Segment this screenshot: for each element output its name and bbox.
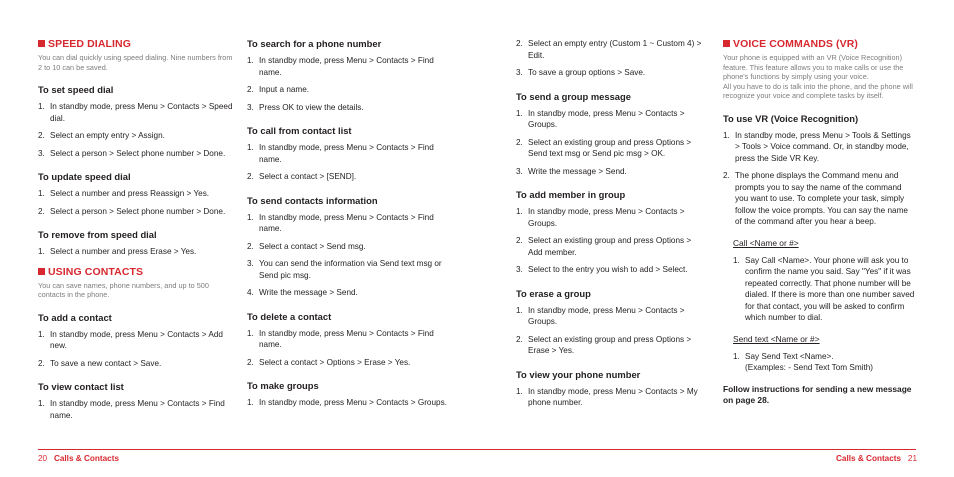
steps-call-from-list [247,142,447,183]
step: 2. The phone displays the Command menu and prompts you to say the name of the command you want to use. To complete your task, simply follow the voice prompts. You can say the name of the command after you hear a beep. [723,171,908,227]
sub-step: 1. Say Call <Name>. Your phone will ask you to confirm the name you said. Say "Yes" if it was repeated correctly. That phone number will be dialed. If there is more than one number saved for that contact, you will be asked to confirm which number to dial. [733,255,915,323]
heading-remove-speed-dial: To remove from speed dial [38,229,157,241]
steps-add-member [516,206,704,276]
section-title-speed-dialing: SPEED DIALING [38,38,234,51]
step: 1. In standby mode, press Menu > Contacts > Groups. [516,305,685,326]
step: 2. Select a person > Select phone number > Done. [38,206,226,216]
heading-set-speed-dial: To set speed dial [38,84,114,96]
steps-search-number [247,55,447,113]
heading-erase-group: To erase a group [516,287,591,299]
heading-make-groups: To make groups [247,380,319,391]
voice-commands-intro-2: All you have to do is talk into the phone, and the phone will recognize your voice and complete tasks by itself. [723,81,913,101]
step: 2. Select a contact > [SEND]. [247,172,357,181]
page-number-left: 20 [38,454,48,463]
footer-right [836,454,917,463]
step: 1. In standby mode, press Menu > Tools & Settings > Tools > Voice command. Or, in standby mode, press the Side VR Key. [723,130,911,163]
follow-instructions-note: Follow instructions for sending a new message on page 28. [723,383,912,405]
step: 1. Select a number and press Reassign > Yes. [38,189,210,199]
step: 1. In standby mode, press Menu > Contacts > Groups. [516,108,685,129]
step: 1. In standby mode, press Menu > Contacts > Find name. [247,212,434,233]
step: 3. Press OK to view the details. [247,102,364,112]
right-column-2 [723,38,917,406]
footer-left [38,454,119,463]
step: 1. In standby mode, press Menu > Contacts > Find name. [247,143,434,164]
send-text-items [733,351,917,374]
steps-make-groups [247,397,447,409]
sub-step-example: (Examples: - Send Text Tom Smith) [745,363,874,373]
square-bullet-icon [38,268,45,275]
heading-view-contact-list: To view contact list [38,381,124,393]
section-title-voice-commands: VOICE COMMANDS (VR) [723,38,917,51]
step: 2. Input a name. [247,85,310,94]
heading-call-from-list: To call from contact list [247,125,352,136]
steps-send-contacts-info [247,212,447,299]
speed-dialing-intro: You can dial quickly using speed dialing. Nine numbers from 2 to 10 can be saved. [38,53,233,72]
heading-use-vr: To use VR (Voice Recognition) [723,112,859,124]
step: 3. You can send the information via Send text msg or Send pic msg. [247,259,442,280]
footer-section-left: Calls & Contacts [53,454,119,463]
heading-send-contacts-info: To send contacts information [247,194,378,206]
steps-remove-speed-dial [38,246,234,258]
step: 2. Select a contact > Send msg. [247,241,366,251]
subheading-send-text: Send text <Name or #> [733,333,820,344]
left-column-2 [247,38,447,415]
steps-update-speed-dial [38,188,234,217]
step: 3. Select a person > Select phone number > Done. [38,148,226,158]
step: 2. Select an existing group and press Options > Add member. [516,236,692,257]
step: 1. Select a number and press Erase > Yes. [38,247,197,257]
steps-make-groups-continued [516,38,704,79]
step: 2. Select an existing group and press Options > Erase > Yes. [516,334,692,355]
heading-add-contact: To add a contact [38,311,112,323]
heading-add-member: To add member in group [516,189,626,200]
square-bullet-icon [38,40,45,47]
steps-add-contact [38,329,234,370]
right-column-1 [516,38,704,415]
step: 1. In standby mode, press Menu > Contacts > Groups. [516,207,685,228]
step: 1. In standby mode, press Menu > Contacts > Add new. [38,329,223,351]
page-number-right: 21 [907,454,917,463]
step: 1. In standby mode, press Menu > Contacts > My phone number. [516,386,698,407]
steps-delete-contact [247,328,447,369]
step: 1. In standby mode, press Menu > Contacts > Find name. [38,399,225,420]
step: 3. Select to the entry you wish to add > Select. [516,265,688,274]
step: 1. In standby mode, press Menu > Contacts > Groups. [247,398,447,407]
heading-search-number: To search for a phone number [247,38,382,49]
step: 1. In standby mode, press Menu > Contacts > Speed dial. [38,102,233,123]
left-column-1 [38,38,234,427]
square-bullet-icon [723,40,730,47]
step: 2. Select an existing group and press Options > Send text msg or Send pic msg > OK. [516,137,692,158]
step: 1. In standby mode, press Menu > Contacts > Find name. [247,328,434,349]
step: 1. In standby mode, press Menu > Contacts > Find name. [247,56,434,77]
steps-view-contact-list [38,398,234,421]
step: 4. Write the message > Send. [247,288,358,297]
steps-send-group-message [516,108,704,178]
steps-view-phone-number [516,386,704,409]
heading-update-speed-dial: To update speed dial [38,171,131,183]
steps-erase-group [516,305,704,357]
steps-use-vr [723,130,917,228]
steps-set-speed-dial [38,101,234,159]
subheading-call-name: Call <Name or #> [733,237,799,248]
footer-section-right: Calls & Contacts [836,454,902,463]
call-name-items [733,255,917,324]
section-title-using-contacts: USING CONTACTS [38,266,234,279]
step: 3. To save a group options > Save. [516,68,646,77]
heading-view-phone-number: To view your phone number [516,368,641,380]
voice-commands-intro-1: Your phone is equipped with an VR (Voice Recognition) feature. This feature allows you to make calls or use the phone's functions by simply using your voice. [723,53,904,82]
step: 3. Write the message > Send. [516,166,627,176]
step: 2. Select an empty entry > Assign. [38,131,165,141]
step: 2. Select a contact > Options > Erase > Yes. [247,357,411,367]
heading-send-group-message: To send a group message [516,90,631,102]
heading-delete-contact: To delete a contact [247,310,332,322]
sub-step: 1. Say Send Text <Name>. [733,351,834,361]
using-contacts-intro: You can save names, phone numbers, and up to 500 contacts in the phone. [38,280,209,300]
footer-rule [38,449,916,450]
step: 2. Select an empty entry (Custom 1 ~ Custom 4) > Edit. [516,39,702,60]
step: 2. To save a new contact > Save. [38,358,162,368]
